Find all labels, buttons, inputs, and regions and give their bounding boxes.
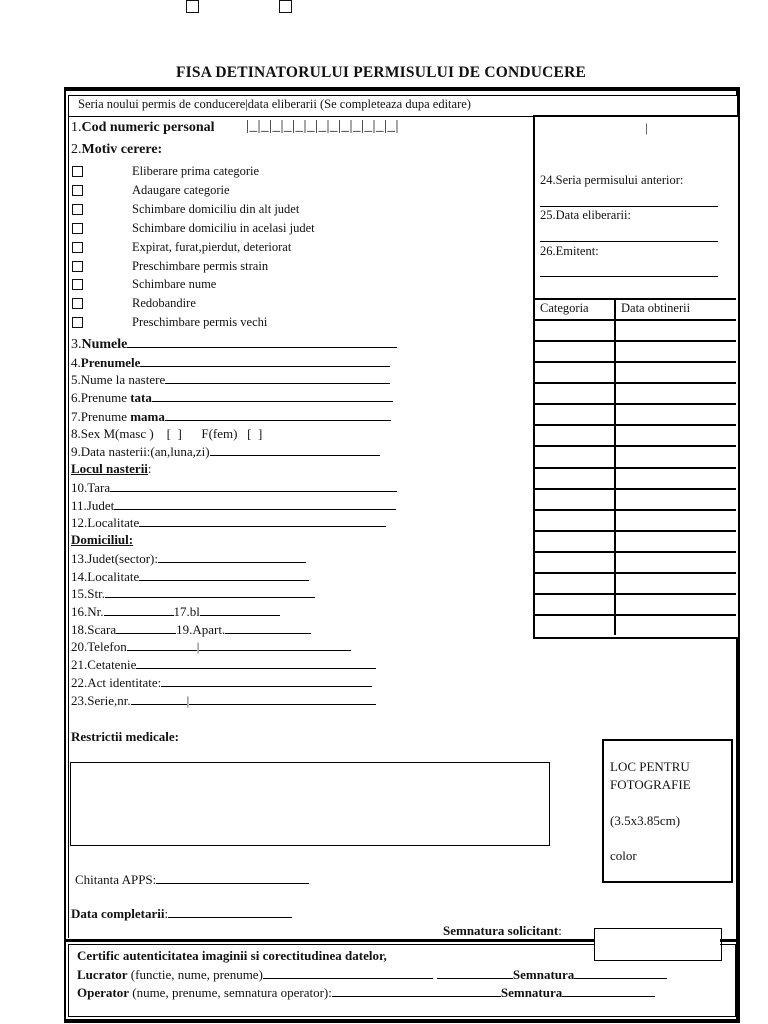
chitanta-line[interactable]: [156, 871, 309, 884]
field-4-label: Prenumele: [80, 355, 141, 370]
operator-semnatura-label: Semnatura: [500, 985, 563, 1000]
field-23-line-a[interactable]: [131, 692, 187, 705]
field-6: [71, 389, 393, 406]
field-10-label: 10.Tara: [71, 480, 111, 495]
data-obtinerii-cell[interactable]: [617, 595, 735, 613]
footer-separator-inner-left: [68, 944, 594, 945]
field-10-line[interactable]: [110, 479, 397, 492]
data-obtinerii-cell[interactable]: [617, 511, 735, 529]
motiv-option-checkbox[interactable]: [72, 223, 83, 234]
motiv-option-label: Schimbare domiciliu in acelasi judet: [132, 221, 315, 235]
field-17-line[interactable]: [200, 603, 280, 616]
data-completarii-line[interactable]: [168, 905, 292, 918]
field-5-label: 5.Nume la nastere: [71, 372, 166, 387]
category-cell[interactable]: [536, 342, 613, 360]
category-cell[interactable]: [536, 469, 613, 487]
data-obtinerii-cell[interactable]: [617, 574, 735, 592]
field-11-line[interactable]: [114, 497, 396, 510]
field-20: [71, 638, 351, 655]
category-cell[interactable]: [536, 405, 613, 423]
right-panel-tick: |: [645, 120, 648, 135]
field-21-line[interactable]: [136, 656, 376, 669]
field-16-17: [71, 603, 280, 620]
semnatura-solicitant-label: Semnatura solicitant: [443, 923, 559, 938]
restrictii-box[interactable]: [70, 762, 550, 846]
data-obtinerii-column-header: Data obtinerii: [621, 301, 691, 315]
category-cell[interactable]: [536, 532, 613, 550]
data-obtinerii-cell[interactable]: [617, 342, 735, 360]
footer-separator-right: [720, 939, 740, 942]
field-13-line[interactable]: [158, 550, 306, 563]
motiv-option-label: Expirat, furat,pierdut, deteriorat: [132, 240, 292, 254]
field-18-line[interactable]: [116, 621, 176, 634]
category-cell[interactable]: [536, 553, 613, 571]
field-26-line[interactable]: [540, 276, 718, 277]
motiv-option-checkbox[interactable]: [72, 166, 83, 177]
field-22: [71, 674, 372, 691]
motiv-row: [71, 142, 162, 158]
operator-line[interactable]: [332, 984, 501, 997]
field-25-line[interactable]: [540, 241, 718, 242]
data-obtinerii-cell[interactable]: [617, 447, 735, 465]
footer-inner-bottom: [68, 1016, 736, 1017]
field-19-line[interactable]: [225, 621, 311, 634]
locul-nasterii-heading: [71, 461, 152, 477]
field-24-label: 24.Seria permisului anterior:: [540, 173, 684, 187]
field-14-line[interactable]: [139, 568, 309, 581]
field-3: [71, 335, 397, 353]
locul-nasterii-label: Locul nasterii: [71, 461, 148, 476]
data-obtinerii-cell[interactable]: [617, 532, 735, 550]
field-7-line[interactable]: [165, 408, 391, 421]
field-21: [71, 656, 376, 673]
field-14: [71, 568, 309, 585]
footer-lucrator-row: [77, 966, 667, 983]
field-20-line-a[interactable]: [127, 638, 197, 651]
field-18-19: [71, 621, 311, 638]
motiv-option-checkbox[interactable]: [72, 242, 83, 253]
field-6-line[interactable]: [152, 389, 393, 402]
restrictii-text: Restrictii medicale:: [71, 729, 179, 744]
chitanta-row: [75, 871, 309, 888]
field-15-label: 15.Str.: [71, 586, 105, 601]
lucrator-semnatura-line[interactable]: [574, 966, 667, 979]
field-3-number: 3.: [71, 337, 82, 352]
field-4-line[interactable]: [140, 354, 390, 367]
field-23-line-b[interactable]: [189, 692, 376, 705]
photo-line-1: LOC PENTRU: [610, 759, 690, 774]
data-obtinerii-cell[interactable]: [617, 553, 735, 571]
motiv-option-label: Schimbare nume: [132, 277, 217, 291]
field-22-line[interactable]: [161, 674, 372, 687]
field-8[interactable]: 8.Sex M(masc ) [ ] F(fem) [ ]: [71, 426, 263, 441]
field-9-label: 9.Data nasterii:(an,luna,zi): [71, 444, 210, 459]
photo-line-3: (3.5x3.85cm): [610, 813, 681, 828]
field-10: [71, 479, 397, 496]
field-20-separator: |: [196, 639, 200, 654]
field-11-label: 11.Judet: [71, 498, 115, 513]
field-20-line-b[interactable]: [199, 638, 351, 651]
field-23-separator: |: [186, 693, 190, 708]
field-7-label: 7.Prenume: [71, 409, 131, 424]
field-15: [71, 585, 315, 602]
data-obtinerii-cell[interactable]: [617, 469, 735, 487]
motiv-option-label: Schimbare domiciliu din alt judet: [132, 202, 300, 216]
cnp-number: 1.: [71, 120, 82, 135]
field-21-label: 21.Cetatenie: [71, 657, 137, 672]
chitanta-label: Chitanta APPS:: [75, 872, 157, 887]
footer-separator-inner-right: [720, 944, 736, 945]
footer-inner-right: [735, 944, 736, 1016]
restrictii-label: [71, 729, 179, 745]
cnp-slots[interactable]: |_|_|_|_|_|_|_|_|_|_|_|_|_|: [246, 118, 400, 134]
motiv-option-checkbox[interactable]: [72, 261, 83, 272]
motiv-option-checkbox[interactable]: [72, 279, 83, 290]
category-cell[interactable]: [536, 595, 613, 613]
field-5: [71, 371, 390, 388]
domiciliul-label: Domiciliul:: [71, 532, 134, 547]
operator-hint: (nume, prenume, semnatura operator):: [128, 985, 332, 1000]
top-checkbox-1[interactable]: [186, 0, 199, 13]
data-completarii-label: Data completarii: [71, 906, 165, 921]
motiv-option-label: Eliberare prima categorie: [132, 164, 260, 178]
field-25-label: 25.Data eliberarii:: [540, 208, 631, 222]
motiv-option-checkbox[interactable]: [72, 298, 83, 309]
field-7: [71, 408, 391, 425]
category-cell[interactable]: [536, 321, 613, 339]
field-13: [71, 550, 306, 567]
motiv-option-label: Adaugare categorie: [132, 183, 230, 197]
field-9-line[interactable]: [210, 443, 380, 456]
motiv-option-label: Preschimbare permis strain: [132, 259, 269, 273]
footer-certific: [77, 948, 387, 964]
field-4-number: 4.: [71, 355, 81, 370]
motiv-label: Motiv cerere:: [81, 142, 163, 157]
domiciliul-heading: [71, 532, 133, 548]
semnatura-solicitant-row: [443, 923, 562, 939]
category-cell[interactable]: [536, 490, 613, 508]
category-column-header: Categoria: [540, 301, 589, 315]
field-23: [71, 692, 376, 709]
category-cell[interactable]: [536, 511, 613, 529]
data-obtinerii-cell[interactable]: [617, 384, 735, 402]
field-24-line[interactable]: [540, 206, 718, 207]
cnp-row: [71, 120, 215, 136]
lucrator-label: Lucrator: [77, 967, 128, 982]
motiv-option-checkbox[interactable]: [72, 317, 83, 328]
operator-semnatura-line[interactable]: [562, 984, 655, 997]
field-16-label: 16.Nr.: [71, 604, 104, 619]
lucrator-semnatura-label: Semnatura: [512, 967, 575, 982]
category-cell[interactable]: [536, 574, 613, 592]
field-4: [71, 354, 390, 371]
category-cell[interactable]: [536, 384, 613, 402]
semnatura-solicitant-colon: :: [558, 923, 562, 938]
category-table-top: [535, 298, 736, 300]
photo-line-4: color: [610, 848, 637, 863]
lucrator-line-b[interactable]: [437, 966, 513, 979]
field-19-label: 19.Apart.: [176, 622, 226, 637]
category-cell[interactable]: [536, 426, 613, 444]
cnp-label: Cod numeric personal: [81, 120, 215, 135]
lucrator-line[interactable]: [263, 966, 433, 979]
header-row-text: Seria noului permis de conducere|data eliberarii (Se completeaza dupa editare): [78, 97, 471, 111]
field-16-line[interactable]: [104, 603, 174, 616]
field-12-label: 12.Localitate: [71, 515, 140, 530]
top-checkbox-2[interactable]: [279, 0, 292, 13]
data-completarii-colon: :: [164, 906, 169, 921]
field-12: [71, 514, 386, 531]
photo-line-2: FOTOGRAFIE: [610, 777, 691, 792]
motiv-option-checkbox[interactable]: [72, 185, 83, 196]
field-3-label: Numele: [81, 337, 128, 352]
field-13-label: 13.Judet(sector):: [71, 551, 159, 566]
footer-inner-left: [68, 944, 69, 1016]
motiv-option-checkbox[interactable]: [72, 204, 83, 215]
form-title: FISA DETINATORULUI PERMISULUI DE CONDUCERE: [176, 64, 587, 81]
field-15-line[interactable]: [105, 585, 315, 598]
field-18-label: 18.Scara: [71, 622, 117, 637]
field-6-label: 6.Prenume: [71, 390, 131, 405]
field-12-line[interactable]: [139, 514, 386, 527]
field-9: [71, 443, 380, 460]
data-obtinerii-cell[interactable]: [617, 616, 735, 634]
footer-operator-row: [77, 984, 655, 1001]
inner-left-line: [68, 95, 69, 938]
category-cell[interactable]: [536, 363, 613, 381]
field-26-label: 26.Emitent:: [540, 244, 599, 258]
data-obtinerii-cell[interactable]: [617, 426, 735, 444]
field-3-line[interactable]: [127, 335, 397, 348]
data-obtinerii-cell[interactable]: [617, 321, 735, 339]
motiv-option-label: Preschimbare permis vechi: [132, 315, 268, 329]
field-17-label: 17.bl: [173, 604, 200, 619]
operator-label: Operator: [77, 985, 129, 1000]
data-obtinerii-cell[interactable]: [617, 490, 735, 508]
field-22-label: 22.Act identitate:: [71, 675, 162, 690]
field-20-label: 20.Telefon: [71, 639, 127, 654]
semnatura-solicitant-box[interactable]: [594, 928, 722, 961]
category-cell[interactable]: [536, 616, 613, 634]
footer-separator-left: [64, 939, 594, 942]
category-cell[interactable]: [536, 447, 613, 465]
motiv-number: 2.: [71, 142, 82, 157]
motiv-option-label: Redobandire: [132, 296, 196, 310]
data-completarii-row: [71, 905, 292, 922]
lucrator-hint: (functie, nume, prenume): [127, 967, 263, 982]
field-23-label: 23.Serie,nr.: [71, 693, 131, 708]
data-obtinerii-cell[interactable]: [617, 363, 735, 381]
field-11: [71, 497, 396, 514]
field-7-label-bold: mama: [130, 409, 165, 424]
locul-nasterii-colon: :: [147, 461, 152, 476]
field-5-line[interactable]: [165, 371, 390, 384]
data-obtinerii-cell[interactable]: [617, 405, 735, 423]
field-6-label-bold: tata: [130, 390, 152, 405]
footer-certific-text: Certific autenticitatea imaginii si corectitudinea datelor,: [77, 948, 387, 963]
field-14-label: 14.Localitate: [71, 569, 140, 584]
